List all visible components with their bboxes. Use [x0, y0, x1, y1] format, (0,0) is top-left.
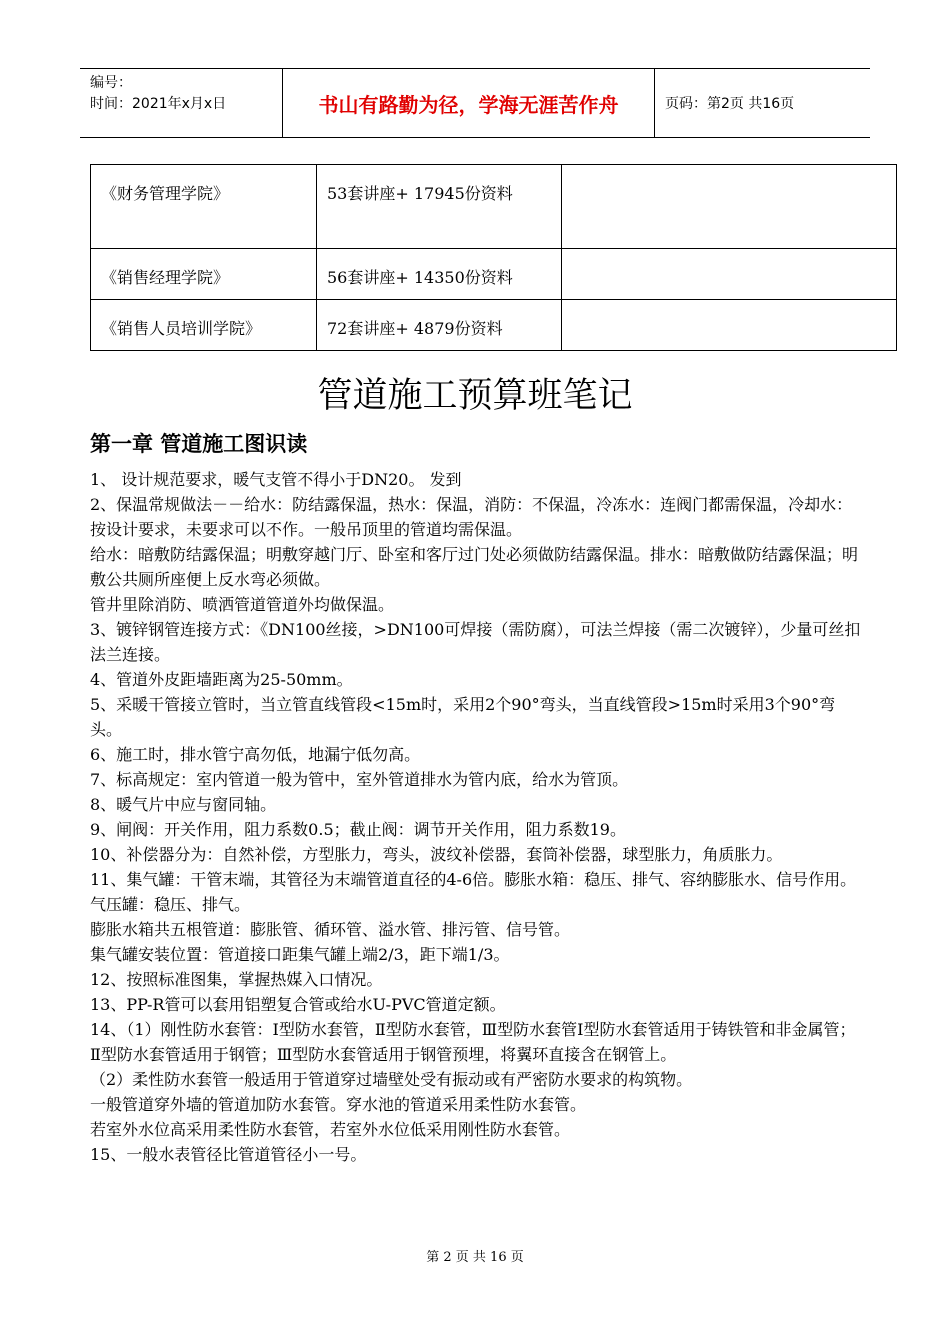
header-page-info: 页码：第2页 共16页: [665, 96, 795, 112]
paragraph: 膨胀水箱共五根管道：膨胀管、循环管、溢水管、排污管、信号管。: [90, 920, 571, 939]
paragraph: 5、采暖干管接立管时，当立管直线管段<15m时，采用2个90°弯头，当直线管段>15m时采用3个90°弯头。: [90, 695, 836, 739]
table-row: [91, 165, 897, 249]
paragraph: 8、暖气片中应与窗同轴。: [90, 795, 277, 814]
catalog-note: [562, 300, 897, 351]
table-row: [91, 249, 897, 300]
paragraph: 集气罐安装位置：管道接口距集气罐上端2/3，距下端1/3。: [90, 945, 510, 964]
paragraph: 2、保温常规做法－－给水：防结露保温，热水：保温，消防：不保温，冷冻水：连阀门都需保温，冷却水：按设计要求，未要求可以不作。一般吊顶里的管道均需保温。: [90, 495, 853, 539]
paragraph: 7、标高规定：室内管道一般为管中，室外管道排水为管内底，给水为管顶。: [90, 770, 629, 789]
paragraph: 13、PP-R管可以套用铝塑复合管或给水U-PVC管道定额。: [90, 995, 506, 1014]
header-motto: 书山有路勤为径，学海无涯苦作舟: [282, 69, 655, 137]
paragraph: 15、一般水表管径比管道管径小一号。: [90, 1145, 367, 1164]
paragraph: 3、镀锌钢管连接方式：《DN100丝接，>DN100可焊接（需防腐），可法兰焊接（需二次镀锌），少量可丝扣法兰连接。: [90, 620, 861, 664]
paragraph: 管井里除消防、喷洒管道管道外均做保温。: [90, 595, 395, 614]
catalog-name: 《财务管理学院》: [91, 165, 317, 249]
catalog-name: 《销售经理学院》: [91, 249, 317, 300]
catalog-name: 《销售人员培训学院》: [91, 300, 317, 351]
header-meta: [80, 69, 282, 137]
page-header: [80, 68, 870, 138]
paragraph: 10、补偿器分为：自然补偿，方型胀力，弯头，波纹补偿器，套筒补偿器，球型胀力，角质胀力。: [90, 845, 783, 864]
paragraph: （2）柔性防水套管一般适用于管道穿过墙壁处受有振动或有严密防水要求的构筑物。: [90, 1070, 693, 1089]
doc-date-label: 时间：2021年x月x日: [90, 96, 227, 112]
document-title: 管道施工预算班笔记: [317, 376, 633, 416]
doc-number-label: 编号：: [90, 75, 132, 91]
paragraph: 若室外水位高采用柔性防水套管，若室外水位低采用刚性防水套管。: [90, 1120, 571, 1139]
paragraph: 4、管道外皮距墙距离为25-50mm。: [90, 670, 353, 689]
catalog-table: [90, 164, 897, 351]
paragraph: 14、（1）刚性防水套管：Ⅰ型防水套管，Ⅱ型防水套管，Ⅲ型防水套管Ⅰ型防水套管适用于铸铁管和非金属管；Ⅱ型防水套管适用于钢管；Ⅲ型防水套管适用于钢管预埋，将翼环直接含在钢管上。: [90, 1020, 856, 1064]
catalog-desc: 56套讲座+ 14350份资料: [317, 249, 562, 300]
catalog-note: [562, 165, 897, 249]
table-row: [91, 300, 897, 351]
page-footer: 第 2 页 共 16 页: [426, 1250, 524, 1265]
paragraph: 给水：暗敷防结露保温；明敷穿越门厅、卧室和客厅过门处必须做防结露保温。排水：暗敷做防结露保温；明敷公共厕所座便上反水弯必须做。: [90, 545, 859, 589]
body-text: [90, 467, 862, 1167]
paragraph: 9、闸阀：开关作用，阻力系数0.5；截止阀：调节开关作用，阻力系数19。: [90, 820, 626, 839]
catalog-desc: 53套讲座+ 17945份资料: [317, 165, 562, 249]
catalog-note: [562, 249, 897, 300]
paragraph: 一般管道穿外墙的管道加防水套管。穿水池的管道采用柔性防水套管。: [90, 1095, 587, 1114]
paragraph: 6、施工时，排水管宁高勿低，地漏宁低勿高。: [90, 745, 421, 764]
paragraph: 11、集气罐：干管末端，其管径为末端管道直径的4-6倍。膨胀水箱：稳压、排气、容纳膨胀水、信号作用。气压罐：稳压、排气。: [90, 870, 857, 914]
catalog-desc: 72套讲座+ 4879份资料: [317, 300, 562, 351]
paragraph: 1、 设计规范要求，暖气支管不得小于DN20。 发到: [90, 470, 462, 489]
paragraph: 12、按照标准图集，掌握热媒入口情况。: [90, 970, 383, 989]
chapter-heading: 第一章 管道施工图识读: [90, 432, 308, 456]
